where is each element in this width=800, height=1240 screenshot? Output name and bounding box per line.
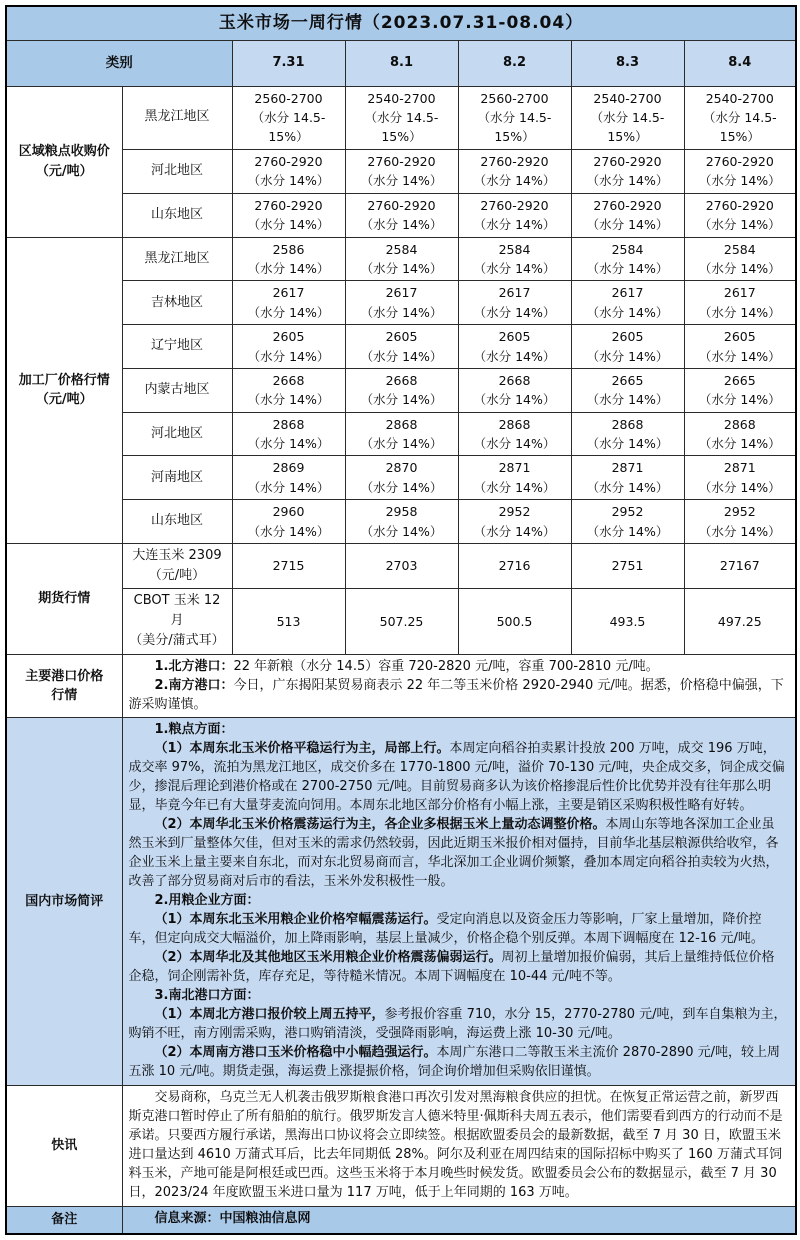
bold-text: 信息来源：中国粮油信息网 <box>154 1211 311 1227</box>
region-cell <box>122 281 232 325</box>
text-paragraph <box>129 816 788 892</box>
price-value: 2760-2920 <box>705 197 774 213</box>
price-row <box>6 412 796 456</box>
moisture-note: （水分 14%） <box>473 348 556 364</box>
price-cell <box>345 500 458 544</box>
price-cell <box>458 237 571 281</box>
price-value: 2584 <box>498 241 531 257</box>
price-value: 2617 <box>272 285 305 301</box>
price-cell <box>232 281 345 325</box>
section-label <box>6 86 122 237</box>
section-label <box>6 543 122 654</box>
price-value: 2665 <box>611 372 644 388</box>
moisture-note: （水分 14%） <box>586 261 669 276</box>
price-cell <box>684 281 796 325</box>
moisture-note: （水分 14%） <box>360 523 443 539</box>
price-cell <box>684 193 796 237</box>
text-paragraph <box>129 658 788 677</box>
text-paragraph <box>129 677 788 715</box>
moisture-note: （水分 14%） <box>698 173 781 189</box>
page-title: 玉米市场一周行情（2023.07.31-08.04） <box>6 6 796 40</box>
price-value: 493.5 <box>609 613 646 629</box>
moisture-note: （水分 14%） <box>247 348 330 364</box>
moisture-note: （水分 14%） <box>586 436 669 451</box>
moisture-note: （水分 14%） <box>247 392 330 408</box>
date-header: 8.1 <box>345 40 458 86</box>
section-label-line: 区域粮点收购价 <box>18 144 110 160</box>
moisture-note: （水分 14%） <box>247 217 330 233</box>
moisture-note: （水分 14%） <box>247 436 330 451</box>
region-line: 吉林地区 <box>150 294 203 310</box>
price-cell <box>232 86 345 149</box>
price-value: 2871 <box>611 460 644 476</box>
price-row <box>6 456 796 500</box>
price-value: 2870 <box>385 460 418 476</box>
price-value: 2668 <box>272 372 305 388</box>
price-cell <box>345 456 458 500</box>
plain-text: 交易商称，乌克兰无人机袭击俄罗斯粮食港口再次引发对黑海粮食供应的担忧。在恢复正常运营之前，新罗西斯克港口暂时停止了所有船舶的航行。俄罗斯发言人德米特里·佩斯科夫周五表示，他们需要看到西方的行动而不是承诺。只要西方履行承诺，黑海出口协议将会立即续签。根据欧盟委员会的最新数据，截至 7 月 30 日，欧盟玉米进口量达到 4610 万蒲式耳后，比去年同期低 28%。阿尔及利亚在周四结束的国际招标中购买了 160 万蒲式耳饲料玉米，产地可能是阿根廷或巴西。这些玉米将于本月晚些时候发货。欧盟委员会公布的数据显示，截至 7 月 30 日，2023/24 年度欧盟玉米进口量为 117 万吨，低于上年同期的 163 万吨。 <box>128 1089 783 1200</box>
date-header: 7.31 <box>232 40 345 86</box>
moisture-note: （水分 14%） <box>360 217 443 233</box>
price-value: 2868 <box>272 416 305 432</box>
region-cell <box>122 589 232 654</box>
moisture-note: （水分 14%） <box>247 261 330 276</box>
region-line: 河北地区 <box>150 163 203 179</box>
moisture-note: （水分 14%） <box>698 392 781 408</box>
moisture-note: （水分 14%） <box>360 479 443 495</box>
price-cell <box>458 149 571 193</box>
moisture-note: （水分 14%） <box>247 523 330 539</box>
price-value: 2760-2920 <box>480 197 549 213</box>
section-content <box>122 1085 796 1206</box>
region-line: 黑龙江地区 <box>144 109 210 125</box>
price-cell <box>571 193 684 237</box>
price-value: 2868 <box>498 416 531 432</box>
section-label-line: 期货行情 <box>38 590 91 606</box>
price-cell <box>684 237 796 281</box>
moisture-note: （水分 14%） <box>586 173 669 189</box>
price-cell <box>458 325 571 369</box>
moisture-note: （水分 14%） <box>360 173 443 189</box>
price-cell <box>345 86 458 149</box>
price-value: 2668 <box>385 372 418 388</box>
price-value: 2540-2700 <box>705 90 774 106</box>
price-value: 2715 <box>272 558 305 574</box>
price-value: 2584 <box>385 241 418 257</box>
moisture-note: （水分 14.5-15%） <box>702 109 777 145</box>
price-value: 2605 <box>498 329 531 345</box>
region-line: （美分/蒲式耳） <box>129 633 225 649</box>
price-value: 497.25 <box>717 613 762 629</box>
moisture-note: （水分 14%） <box>360 436 443 451</box>
price-cell <box>232 237 345 281</box>
plain-text: 本周定向稻谷拍卖累计投放 200 万吨，成交 196 万吨，成交率 97%，流拍为黑龙江地区，成交价多在 1770-1800 元/吨，溢价 70-130 元/吨，央企成交多，饲企成交偏少，掺混后理论到港价格或在 2700-2750 元/吨。目前贸易商多认为该价格掺混后性价比优势并没有往年那么明显，毕竟今年已有大量芽麦流向饲用。本周东北地区部分价格有小幅上涨，主要是销区采购积极性略有好转。 <box>128 741 785 814</box>
price-cell <box>684 368 796 412</box>
section-label-line: 快讯 <box>51 1138 78 1154</box>
price-cell <box>345 543 458 588</box>
price-value: 2560-2700 <box>480 90 549 106</box>
price-row <box>6 281 796 325</box>
date-header: 8.2 <box>458 40 571 86</box>
price-cell <box>684 412 796 456</box>
price-value: 2760-2920 <box>367 197 436 213</box>
price-cell <box>345 368 458 412</box>
text-section-row <box>6 654 796 718</box>
price-value: 2540-2700 <box>367 90 436 106</box>
moisture-note: （水分 14%） <box>473 261 556 276</box>
region-cell <box>122 325 232 369</box>
title-row <box>6 6 796 40</box>
price-cell <box>684 589 796 654</box>
price-value: 2760-2920 <box>254 153 323 169</box>
section-label-line: 国内市场简评 <box>25 893 104 909</box>
region-line: CBOT 玉米 12 月 <box>133 593 221 629</box>
bold-text: （1）本周东北玉米用粮企业价格窄幅震荡运行。 <box>154 912 437 928</box>
moisture-note: （水分 14%） <box>698 304 781 320</box>
price-cell <box>345 193 458 237</box>
bold-text: （1）本周北方港口报价较上周五持平， <box>154 1007 385 1023</box>
moisture-note: （水分 14%） <box>473 304 556 320</box>
price-cell <box>458 500 571 544</box>
price-row <box>6 193 796 237</box>
region-line: （元/吨） <box>148 568 206 584</box>
price-row <box>6 368 796 412</box>
moisture-note: （水分 14%） <box>586 304 669 320</box>
plain-text: 22 年新粮（水分 14.5）容重 720-2820 元/吨，容重 700-2810 元/吨。 <box>233 658 659 674</box>
price-value: 2617 <box>385 285 418 301</box>
price-value: 507.25 <box>379 613 424 629</box>
price-cell <box>571 325 684 369</box>
region-cell <box>122 456 232 500</box>
date-header: 8.3 <box>571 40 684 86</box>
price-cell <box>345 237 458 281</box>
moisture-note: （水分 14%） <box>586 392 669 408</box>
price-cell <box>232 412 345 456</box>
price-cell <box>458 412 571 456</box>
section-content <box>122 654 796 718</box>
price-value: 2760-2920 <box>593 197 662 213</box>
moisture-note: （水分 14%） <box>473 436 556 451</box>
price-cell <box>232 193 345 237</box>
region-cell <box>122 412 232 456</box>
price-cell <box>232 543 345 588</box>
bold-text: 1.粮点方面： <box>154 722 234 738</box>
section-label <box>6 654 122 718</box>
price-cell <box>458 589 571 654</box>
price-value: 2617 <box>611 285 644 301</box>
region-cell <box>122 368 232 412</box>
price-value: 500.5 <box>496 613 533 629</box>
region-cell <box>122 86 232 149</box>
moisture-note: （水分 14%） <box>586 479 669 495</box>
price-cell <box>571 368 684 412</box>
price-value: 2668 <box>498 372 531 388</box>
price-cell <box>458 281 571 325</box>
price-cell <box>345 589 458 654</box>
text-section-row <box>6 1206 796 1234</box>
price-value: 2665 <box>723 372 756 388</box>
text-paragraph <box>129 949 788 987</box>
price-value: 2584 <box>611 241 644 257</box>
section-label-line: 主要港口价格 <box>25 668 104 684</box>
price-value: 513 <box>276 613 301 629</box>
price-cell <box>571 149 684 193</box>
price-cell <box>345 412 458 456</box>
bold-text: 2.南方港口： <box>154 677 234 693</box>
price-row <box>6 543 796 588</box>
price-cell <box>232 325 345 369</box>
price-row <box>6 589 796 654</box>
moisture-note: （水分 14%） <box>698 436 781 451</box>
price-value: 27167 <box>719 558 760 574</box>
text-paragraph <box>129 892 788 911</box>
region-line: 河北地区 <box>150 425 203 441</box>
price-row <box>6 500 796 544</box>
region-line: 内蒙古地区 <box>144 382 210 398</box>
price-value: 2868 <box>385 416 418 432</box>
section-label-line: （元/吨） <box>35 392 93 408</box>
moisture-note: （水分 14%） <box>698 261 781 276</box>
region-line: 黑龙江地区 <box>144 250 210 266</box>
price-cell <box>232 589 345 654</box>
region-cell <box>122 149 232 193</box>
section-label-line: 备注 <box>51 1212 78 1228</box>
moisture-note: （水分 14%） <box>247 304 330 320</box>
moisture-note: （水分 14.5-15%） <box>477 109 552 145</box>
price-value: 2586 <box>272 241 305 257</box>
moisture-note: （水分 14%） <box>698 217 781 233</box>
price-value: 2952 <box>498 504 531 520</box>
price-row <box>6 149 796 193</box>
moisture-note: （水分 14%） <box>586 348 669 364</box>
price-cell <box>571 456 684 500</box>
bold-text: 1.北方港口： <box>154 658 234 674</box>
price-cell <box>571 281 684 325</box>
price-value: 2617 <box>498 285 531 301</box>
price-value: 2958 <box>385 504 418 520</box>
price-row <box>6 325 796 369</box>
price-cell <box>458 86 571 149</box>
price-cell <box>571 86 684 149</box>
text-paragraph <box>129 987 788 1006</box>
moisture-note: （水分 14%） <box>360 392 443 408</box>
section-content <box>122 1206 796 1234</box>
region-cell <box>122 500 232 544</box>
price-cell <box>684 86 796 149</box>
date-header: 8.4 <box>684 40 796 86</box>
moisture-note: （水分 14%） <box>698 479 781 495</box>
moisture-note: （水分 14%） <box>473 392 556 408</box>
price-value: 2952 <box>723 504 756 520</box>
price-value: 2952 <box>611 504 644 520</box>
bold-text: 3.南北港口方面： <box>154 988 260 1004</box>
bold-text: 2.用粮企业方面： <box>154 893 260 909</box>
text-paragraph <box>129 740 788 816</box>
moisture-note: （水分 14%） <box>698 348 781 364</box>
price-cell <box>458 456 571 500</box>
price-cell <box>232 456 345 500</box>
region-line: 大连玉米 2309 <box>132 547 222 563</box>
price-value: 2605 <box>385 329 418 345</box>
moisture-note: （水分 14%） <box>247 479 330 495</box>
price-value: 2871 <box>723 460 756 476</box>
price-cell <box>571 543 684 588</box>
price-value: 2760-2920 <box>705 153 774 169</box>
region-cell <box>122 193 232 237</box>
section-label <box>6 1206 122 1234</box>
moisture-note: （水分 14.5-15%） <box>251 109 326 145</box>
price-value: 2617 <box>723 285 756 301</box>
bold-text: （2）本周南方港口玉米价格稳中小幅趋强运行。 <box>154 1044 437 1060</box>
header-row <box>6 40 796 86</box>
moisture-note: （水分 14%） <box>247 173 330 189</box>
price-value: 2560-2700 <box>254 90 323 106</box>
price-value: 2869 <box>272 460 305 476</box>
moisture-note: （水分 14%） <box>473 173 556 189</box>
text-paragraph <box>129 721 788 740</box>
region-cell <box>122 543 232 588</box>
price-cell <box>232 500 345 544</box>
price-value: 2760-2920 <box>367 153 436 169</box>
price-value: 2868 <box>611 416 644 432</box>
price-cell <box>684 543 796 588</box>
price-cell <box>345 149 458 193</box>
price-cell <box>345 325 458 369</box>
text-paragraph <box>129 1089 788 1203</box>
market-price-table <box>5 5 797 1235</box>
moisture-note: （水分 14%） <box>586 523 669 539</box>
region-line: 山东地区 <box>150 207 203 223</box>
plain-text: 本周广东港口二等散玉米主流价 2870-2890 元/吨，较上周五涨 10 元/吨。期货走强，海运费上涨提振价格，饲企询价增加但采购依旧谨慎。 <box>128 1044 781 1079</box>
text-section-row <box>6 718 796 1085</box>
region-line: 河南地区 <box>150 469 203 485</box>
moisture-note: （水分 14%） <box>360 304 443 320</box>
price-cell <box>571 589 684 654</box>
bold-text: （2）本周华北及其他地区玉米用粮企业价格震荡偏弱运行。 <box>154 950 502 966</box>
moisture-note: （水分 14%） <box>360 348 443 364</box>
price-cell <box>345 281 458 325</box>
moisture-note: （水分 14%） <box>473 523 556 539</box>
moisture-note: （水分 14%） <box>473 217 556 233</box>
text-paragraph <box>129 1210 788 1229</box>
bold-text: （2）本周华北玉米价格震荡运行为主，各企业多根据玉米上量动态调整价格。 <box>154 817 606 833</box>
price-value: 2960 <box>272 504 305 520</box>
region-line: 山东地区 <box>150 513 203 529</box>
price-value: 2760-2920 <box>593 153 662 169</box>
plain-text: 本周山东等地各深加工企业虽然玉米到厂量整体欠佳，但对玉米的需求仍然较弱，因此近期玉米报价相对僵持，目前华北基层粮源供给收窄，各企业玉米上量主要来自东北，而对东北贸易商而言，华北深加工企业调价频繁，叠加本周定向稻谷拍卖较为火热，改善了部分贸易商对后市的看法，玉米外发积极性一般。 <box>128 817 779 890</box>
moisture-note: （水分 14.5-15%） <box>364 109 439 145</box>
text-paragraph <box>129 1006 788 1044</box>
price-row <box>6 237 796 281</box>
price-value: 2760-2920 <box>480 153 549 169</box>
plain-text: 今日，广东揭阳某贸易商表示 22 年二等玉米价格 2920-2940 元/吨。据悉，价格稳中偏强，下游采购谨慎。 <box>128 677 784 712</box>
price-value: 2605 <box>611 329 644 345</box>
price-cell <box>684 500 796 544</box>
price-cell <box>232 149 345 193</box>
price-value: 2868 <box>723 416 756 432</box>
price-value: 2716 <box>498 558 531 574</box>
price-value: 2605 <box>272 329 305 345</box>
price-value: 2871 <box>498 460 531 476</box>
section-content <box>122 718 796 1085</box>
price-cell <box>571 237 684 281</box>
price-value: 2605 <box>723 329 756 345</box>
text-section-row <box>6 1085 796 1206</box>
price-value: 2751 <box>611 558 644 574</box>
price-cell <box>458 543 571 588</box>
price-value: 2584 <box>723 241 756 257</box>
section-label <box>6 718 122 1085</box>
price-value: 2703 <box>385 558 418 574</box>
price-cell <box>571 500 684 544</box>
plain-text: 周初上量增加报价偏弱，其后上量维持低位价格企稳，饲企刚需补货，库存充足，等待糙米情况。本周下调幅度在 10-44 元/吨不等。 <box>128 950 775 985</box>
price-cell <box>232 368 345 412</box>
moisture-note: （水分 14%） <box>473 479 556 495</box>
section-label <box>6 237 122 543</box>
price-value: 2760-2920 <box>254 197 323 213</box>
region-cell <box>122 237 232 281</box>
section-label-line: 行情 <box>51 688 78 704</box>
price-cell <box>458 368 571 412</box>
section-label <box>6 1085 122 1206</box>
price-cell <box>684 325 796 369</box>
text-paragraph <box>129 1044 788 1082</box>
moisture-note: （水分 14.5-15%） <box>590 109 665 145</box>
price-value: 2540-2700 <box>593 90 662 106</box>
text-paragraph <box>129 911 788 949</box>
category-header: 类别 <box>6 40 232 86</box>
plain-text: 受定向消息以及资金压力等影响，厂家上量增加，降价控车，但定向成交大幅溢价，加上降雨影响，基层上量减少，价格企稳个别反弹。本周下调幅度在 12-16 元/吨。 <box>128 912 764 947</box>
price-cell <box>571 412 684 456</box>
price-cell <box>684 149 796 193</box>
bold-text: （1）本周东北玉米价格平稳运行为主，局部上行。 <box>154 741 450 757</box>
section-label-line: 加工厂价格行情 <box>18 372 110 388</box>
plain-text: 参考报价容重 710，水分 15，2770-2780 元/吨，到车自集粮为主，购销不旺，南方刚需采购，港口购销清淡，受强降雨影响，海运费上涨 10-30 元/吨。 <box>128 1007 787 1041</box>
region-line: 辽宁地区 <box>150 338 203 354</box>
price-cell <box>684 456 796 500</box>
price-cell <box>458 193 571 237</box>
price-row <box>6 86 796 149</box>
moisture-note: （水分 14%） <box>698 523 781 539</box>
section-label-line: （元/吨） <box>35 163 93 179</box>
moisture-note: （水分 14%） <box>586 217 669 233</box>
moisture-note: （水分 14%） <box>360 261 443 276</box>
